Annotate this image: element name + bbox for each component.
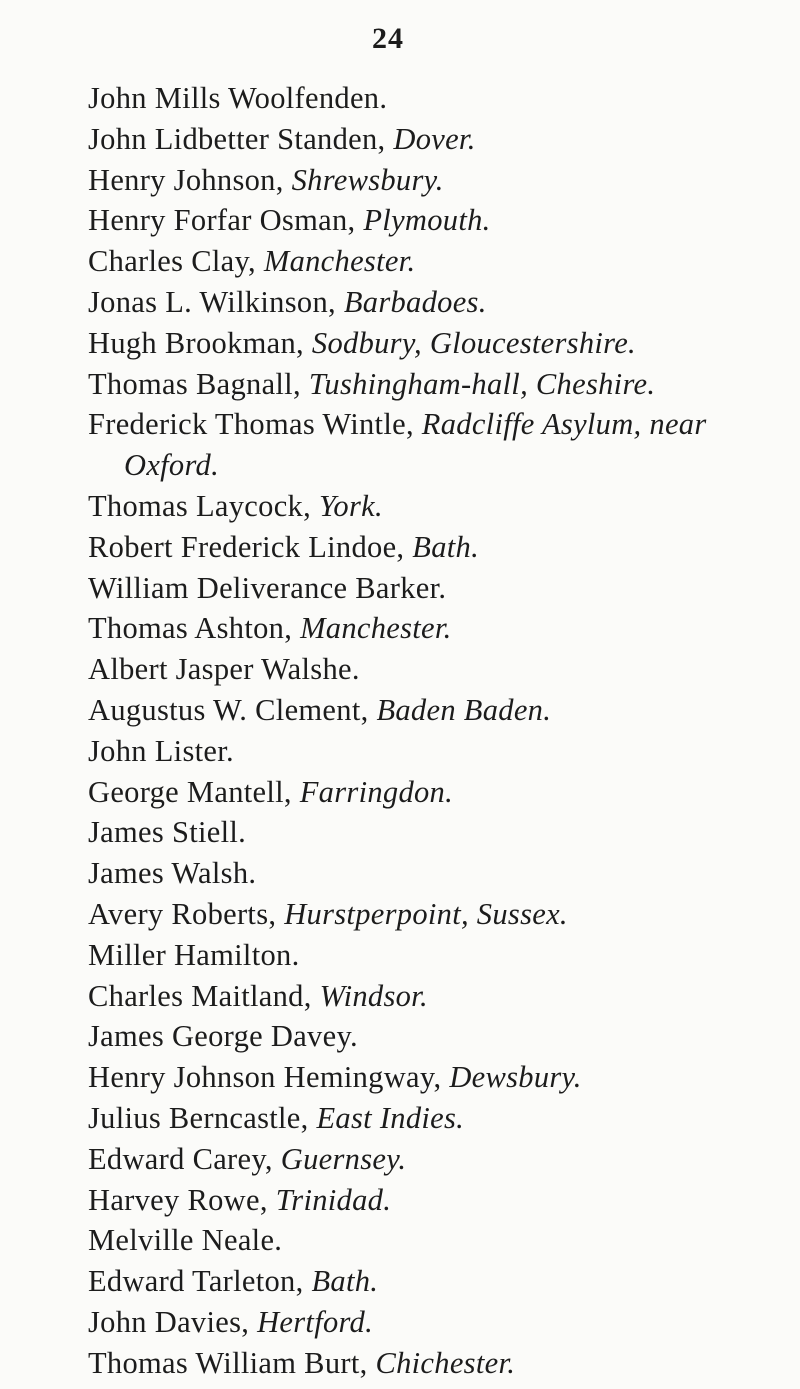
list-item: [88, 608, 780, 649]
list-item: [88, 812, 780, 853]
entry-place: Shrewsbury.: [291, 162, 444, 197]
list-item: [88, 935, 780, 976]
entry-name: Edward Carey,: [88, 1141, 281, 1176]
entry-place: East Indies.: [316, 1100, 465, 1135]
list-item: [88, 1057, 780, 1098]
entry-place: Radcliffe Asylum, near: [421, 407, 707, 442]
list-item: [88, 282, 780, 323]
list-item: [88, 1180, 780, 1221]
entry-name: Augustus W. Clement,: [88, 692, 377, 727]
list-item: [88, 1098, 780, 1139]
list-item: [88, 976, 780, 1017]
list-item: [88, 731, 780, 772]
list-item: [88, 323, 780, 364]
entry-name: Miller Hamilton.: [88, 937, 300, 972]
list-item: [88, 1343, 780, 1384]
entry-place: Bath.: [311, 1264, 379, 1299]
list-item: [88, 690, 780, 731]
entry-place: Baden Baden.: [376, 692, 552, 727]
entry-place: Dover.: [393, 121, 476, 156]
list-item: [88, 894, 780, 935]
entry-place: Windsor.: [319, 978, 428, 1013]
entry-name: John Lidbetter Standen,: [88, 121, 394, 156]
entry-place: Oxford.: [124, 448, 219, 483]
entry-name: Thomas Laycock,: [88, 488, 319, 523]
list-item: [88, 160, 780, 201]
entry-name: John Lister.: [88, 733, 234, 768]
list-item: [88, 772, 780, 813]
entry-place: Hurstperpoint, Sussex.: [284, 896, 568, 931]
entry-name: Charles Maitland,: [88, 978, 320, 1013]
list-item: [88, 853, 780, 894]
list-item: [88, 1220, 780, 1261]
entry-name: James Stiell.: [88, 815, 247, 850]
entry-place: Sodbury, Gloucestershire.: [311, 325, 636, 360]
entry-name: Thomas Bagnall,: [88, 366, 309, 401]
entry-name: Hugh Brookman,: [88, 325, 312, 360]
entry-name: John Davies,: [88, 1304, 258, 1339]
entry-place: Tushingham-hall, Cheshire.: [308, 366, 656, 401]
entry-name: Robert Frederick Lindoe,: [88, 529, 413, 564]
list-item: [88, 1261, 780, 1302]
list-item: [88, 568, 780, 609]
entry-place: Trinidad.: [275, 1182, 392, 1217]
entry-place: Barbadoes.: [343, 284, 487, 319]
entry-name: Edward Tarleton,: [88, 1264, 312, 1299]
entry-place: Plymouth.: [363, 203, 491, 238]
entry-place: Dewsbury.: [449, 1060, 582, 1095]
entry-place: Bath.: [412, 529, 479, 564]
entry-name: James Walsh.: [88, 856, 257, 891]
entry-name: Frederick Thomas Wintle,: [88, 407, 422, 442]
entry-place: Manchester.: [300, 611, 452, 646]
list-item: [88, 364, 780, 405]
entry-place: Hertford.: [257, 1304, 374, 1339]
entry-name: George Mantell,: [88, 774, 300, 809]
entry-name: John Mills Woolfenden.: [88, 81, 388, 115]
entry-place: York.: [318, 488, 383, 523]
list-item: [88, 119, 780, 160]
list-item: [88, 486, 780, 527]
entry-name: Henry Forfar Osman,: [88, 203, 364, 238]
list-item: [88, 78, 780, 119]
entry-name: Melville Neale.: [88, 1223, 283, 1258]
entry-name: Thomas Ashton,: [88, 611, 301, 646]
entry-name: James George Davey.: [88, 1019, 358, 1054]
entry-place: Manchester.: [263, 244, 416, 279]
entry-name: Charles Clay,: [88, 244, 264, 279]
entry-name: Henry Johnson,: [88, 162, 292, 197]
page-number: 24: [372, 22, 404, 55]
list-item: [88, 200, 780, 241]
member-list: [88, 78, 780, 1384]
entry-name: Julius Berncastle,: [88, 1100, 317, 1135]
entry-place: Guernsey.: [280, 1141, 407, 1176]
list-item: [88, 649, 780, 690]
entry-name: Harvey Rowe,: [88, 1182, 276, 1217]
entry-place: Farringdon.: [299, 774, 454, 809]
list-item: [88, 241, 780, 282]
list-item: [88, 404, 780, 445]
entry-name: Henry Johnson Hemingway,: [88, 1060, 450, 1095]
entry-name: Thomas William Burt,: [88, 1345, 376, 1380]
list-item: [88, 1302, 780, 1343]
list-item: [88, 1139, 780, 1180]
list-item: [88, 445, 780, 486]
entry-name: Jonas L. Wilkinson,: [88, 284, 344, 319]
entry-name: Avery Roberts,: [88, 896, 285, 931]
list-item: [88, 527, 780, 568]
entry-name: Albert Jasper Walshe.: [88, 652, 360, 687]
list-item: [88, 1016, 780, 1057]
entry-place: Chichester.: [375, 1345, 516, 1380]
entry-name: William Deliverance Barker.: [88, 570, 447, 605]
